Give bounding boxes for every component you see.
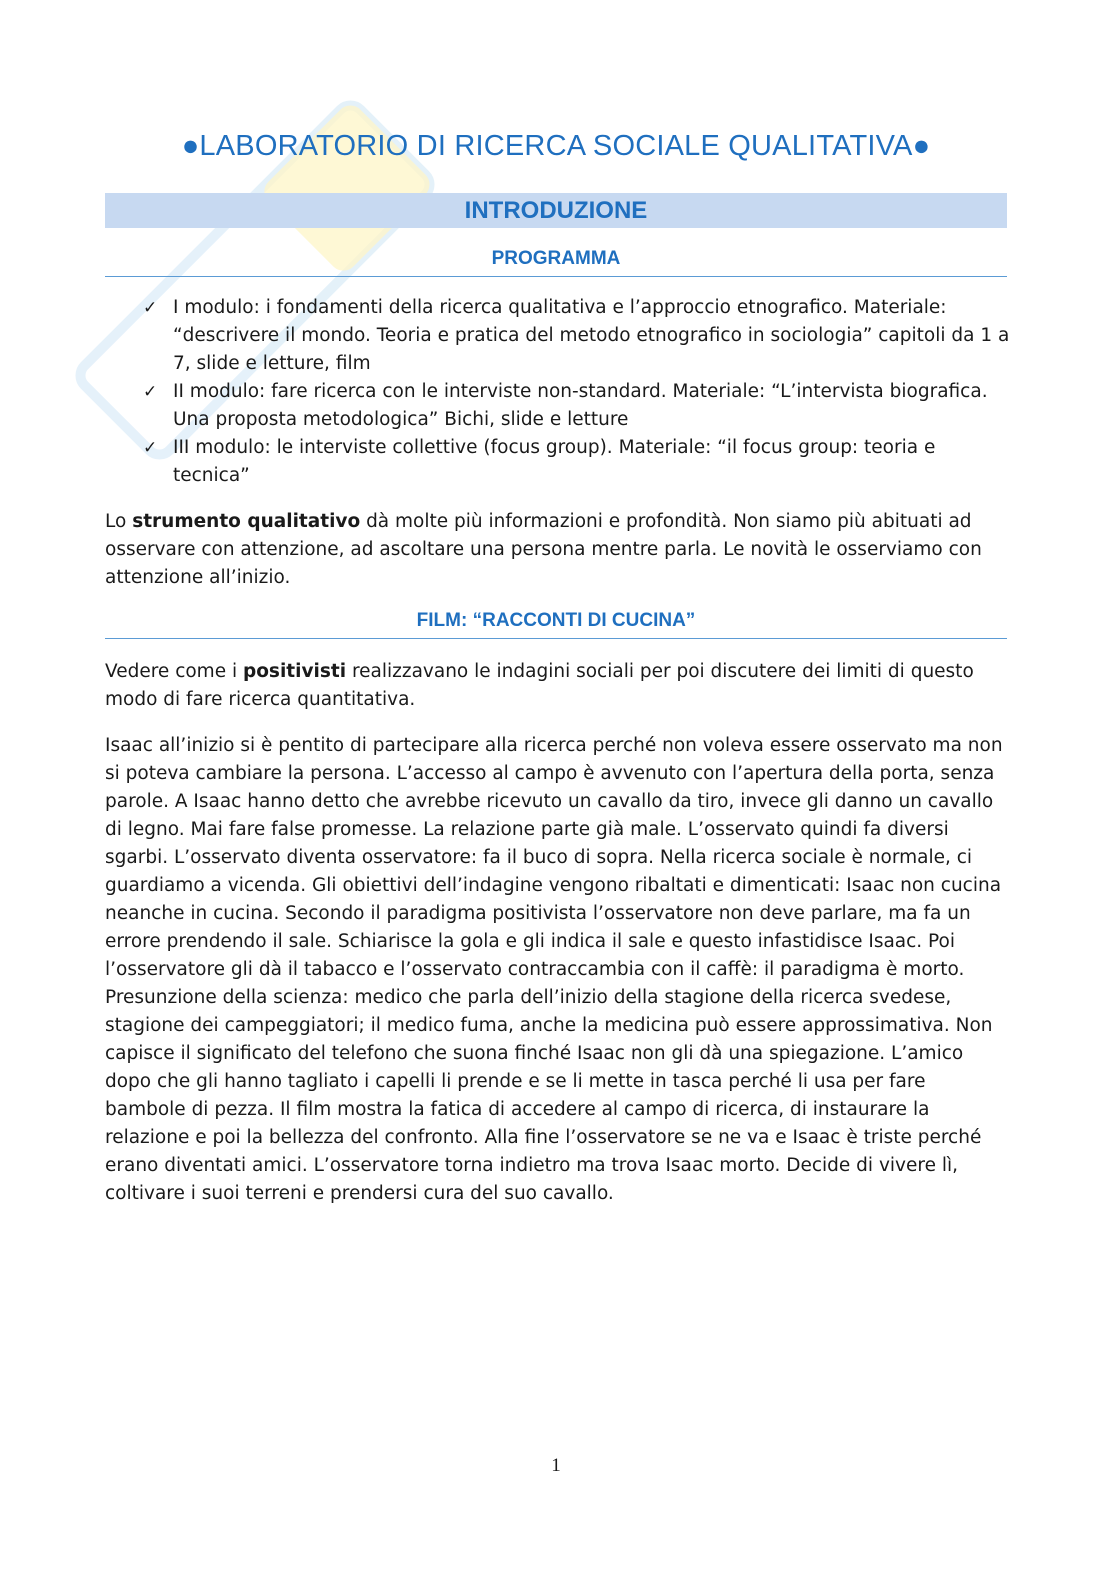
programma-list: [143, 294, 1013, 490]
paragraph-positivisti: Vedere come i positivisti realizzavano le indagini sociali per poi discutere dei limiti di questo modo di fare ricerca quantitativa.: [105, 661, 974, 710]
checkmark-icon: ✓: [143, 298, 158, 318]
section-heading-introduzione: INTRODUZIONE: [464, 197, 648, 224]
checkmark-icon: ✓: [143, 438, 158, 458]
subheading-programma: PROGRAMMA: [105, 248, 1007, 277]
list-item: ✓ II modulo: fare ricerca con le interviste non-standard. Materiale: “L’intervista biografica. Una proposta metodologica” Bichi, slide e letture: [143, 378, 1013, 434]
checkmark-icon: ✓: [143, 382, 158, 402]
document-title: ●LABORATORIO DI RICERCA SOCIALE QUALITATIVA●: [181, 130, 931, 162]
subheading-film: FILM: “RACCONTI DI CUCINA”: [105, 610, 1007, 639]
paragraph-strumento-qualitativo: Lo strumento qualitativo dà molte più informazioni e profondità. Non siamo più abituati ad osservare con attenzione, ad ascoltare una persona mentre parla. Le novità le osserviamo con attenzione all’inizio.: [105, 511, 982, 588]
list-item: ✓ I modulo: i fondamenti della ricerca qualitativa e l’approccio etnografico. Materiale: “descrivere il mondo. Teoria e pratica del metodo etnografico in sociologia” capitoli da 1 a 7, slide e letture, film: [143, 294, 1013, 378]
page-number: 1: [551, 1455, 561, 1476]
list-item: ✓ III modulo: le interviste collettive (focus group). Materiale: “il focus group: teoria e tecnica”: [143, 434, 1013, 490]
section-heading-bar: [105, 193, 1007, 228]
paragraph-film-summary: Isaac all’inizio si è pentito di partecipare alla ricerca perché non voleva essere osservato ma non si poteva cambiare la persona. L’accesso al campo è avvenuto con l’apertura della porta, senza parole. A Isaac hanno detto che avrebbe ricevuto un cavallo da tiro, invece gli danno un cavallo di legno. Mai fare false promesse. La relazione parte già male. L’osservato quindi fa diversi sgarbi. L’osservato diventa osservatore: fa il buco di sopra. Nella ricerca sociale è normale, ci guardiamo a vicenda. Gli obiettivi dell’indagine vengono ribaltati e dimenticati: Isaac non cucina neanche in cucina. Secondo il paradigma positivista l’osservatore non deve parlare, ma fa un errore prendendo il sale. Schiarisce la gola e gli indica il sale e questo infastidisce Isaac. Poi l’osservatore gli dà il tabacco e l’osservato contraccambia con il caffè: il paradigma è morto. Presunzione della scienza: medico che parla dell’inizio della stagione della ricerca svedese, stagione dei campeggiatori; il medico fuma, anche la medicina può essere approssimativa. Non capisce il significato del telefono che suona finché Isaac non gli dà una spiegazione. L’amico dopo che gli hanno tagliato i capelli li prende e se li mette in tasca perché li usa per fare bambole di pezza. Il film mostra la fatica di accedere al campo di ricerca, di instaurare la relazione e poi la bellezza del confronto. Alla fine l’osservatore se ne va e Isaac è triste perché erano diventati amici. L’osservatore torna indietro ma trova Isaac morto. Decide di vivere lì, coltivare i suoi terreni e prendersi cura del suo cavallo.: [105, 735, 1003, 1204]
